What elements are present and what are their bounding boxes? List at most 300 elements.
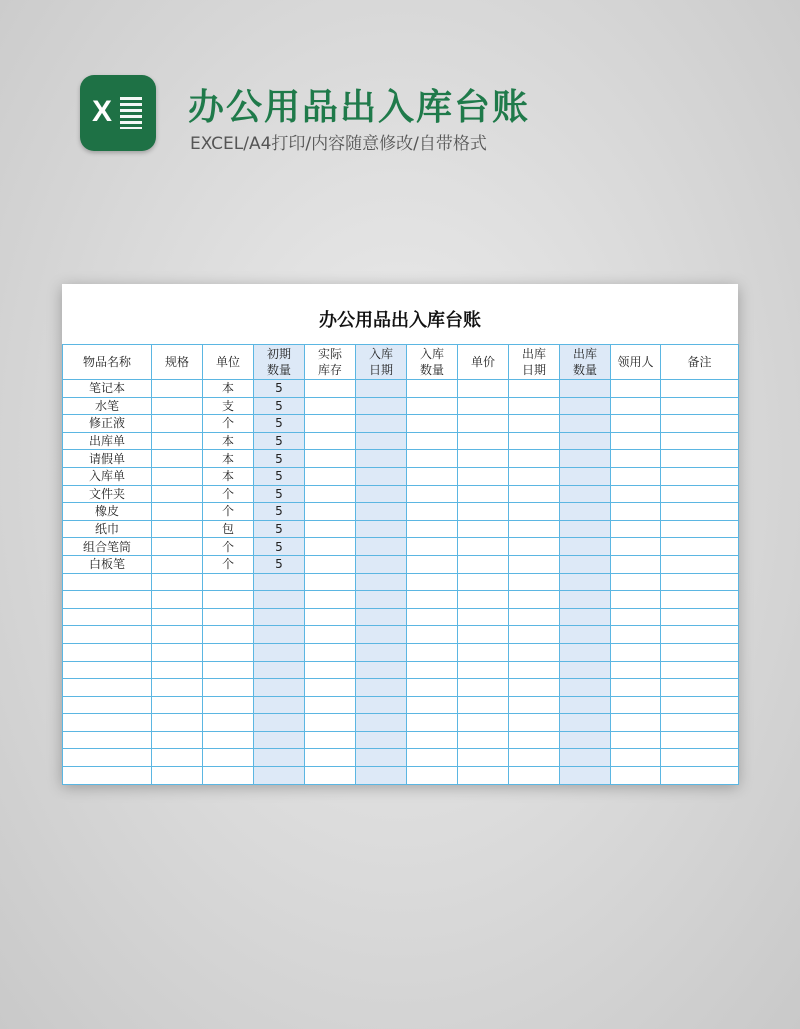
table-cell[interactable]: 5 bbox=[254, 520, 305, 538]
table-cell[interactable] bbox=[152, 661, 203, 679]
table-cell[interactable] bbox=[203, 679, 254, 697]
table-cell[interactable] bbox=[152, 467, 203, 485]
table-cell[interactable] bbox=[152, 432, 203, 450]
table-cell[interactable] bbox=[611, 503, 661, 521]
table-row bbox=[63, 573, 739, 591]
table-cell[interactable] bbox=[560, 608, 611, 626]
table-cell[interactable] bbox=[254, 608, 305, 626]
table-cell[interactable] bbox=[560, 573, 611, 591]
table-cell[interactable] bbox=[152, 520, 203, 538]
table-cell[interactable]: 纸巾 bbox=[63, 520, 152, 538]
table-cell[interactable] bbox=[63, 714, 152, 732]
table-cell[interactable] bbox=[509, 503, 560, 521]
table-cell[interactable]: 5 bbox=[254, 467, 305, 485]
table-cell[interactable] bbox=[356, 397, 407, 415]
table-cell[interactable] bbox=[458, 520, 509, 538]
table-cell[interactable] bbox=[63, 696, 152, 714]
table-cell[interactable]: 个 bbox=[203, 503, 254, 521]
table-cell[interactable] bbox=[305, 467, 356, 485]
table-cell[interactable] bbox=[661, 591, 739, 609]
table-cell[interactable] bbox=[509, 591, 560, 609]
table-cell[interactable] bbox=[611, 626, 661, 644]
table-cell[interactable] bbox=[611, 415, 661, 433]
table-cell[interactable] bbox=[509, 380, 560, 398]
table-cell[interactable] bbox=[254, 591, 305, 609]
table-cell[interactable] bbox=[63, 591, 152, 609]
table-cell[interactable] bbox=[509, 573, 560, 591]
table-row bbox=[63, 679, 739, 697]
table-cell[interactable] bbox=[611, 485, 661, 503]
table-cell[interactable] bbox=[356, 520, 407, 538]
table-cell[interactable] bbox=[458, 661, 509, 679]
table-cell[interactable] bbox=[152, 397, 203, 415]
table-cell[interactable] bbox=[63, 573, 152, 591]
table-cell[interactable] bbox=[63, 643, 152, 661]
table-cell[interactable] bbox=[458, 503, 509, 521]
table-cell[interactable] bbox=[661, 679, 739, 697]
page-header bbox=[80, 75, 780, 165]
table-cell[interactable]: 5 bbox=[254, 450, 305, 468]
table-cell[interactable] bbox=[560, 643, 611, 661]
table-cell[interactable] bbox=[356, 538, 407, 556]
table-cell[interactable]: 本 bbox=[203, 450, 254, 468]
table-cell[interactable] bbox=[356, 731, 407, 749]
table-cell[interactable] bbox=[203, 731, 254, 749]
table-cell[interactable] bbox=[356, 767, 407, 785]
table-cell[interactable] bbox=[458, 380, 509, 398]
table-cell[interactable] bbox=[356, 573, 407, 591]
table-cell[interactable] bbox=[611, 538, 661, 556]
table-cell[interactable] bbox=[611, 467, 661, 485]
table-row bbox=[63, 485, 739, 503]
table-cell[interactable] bbox=[458, 450, 509, 468]
table-row bbox=[63, 467, 739, 485]
table-cell[interactable] bbox=[661, 608, 739, 626]
table-cell[interactable] bbox=[152, 679, 203, 697]
table-cell[interactable] bbox=[356, 485, 407, 503]
table-cell[interactable] bbox=[152, 415, 203, 433]
table-cell[interactable] bbox=[458, 731, 509, 749]
table-cell[interactable] bbox=[407, 731, 458, 749]
table-cell[interactable] bbox=[560, 591, 611, 609]
table-cell[interactable] bbox=[356, 696, 407, 714]
table-cell[interactable] bbox=[509, 626, 560, 644]
table-cell[interactable] bbox=[356, 608, 407, 626]
table-cell[interactable] bbox=[509, 538, 560, 556]
table-cell[interactable]: 支 bbox=[203, 397, 254, 415]
table-cell[interactable] bbox=[63, 661, 152, 679]
table-cell[interactable] bbox=[560, 397, 611, 415]
table-cell[interactable] bbox=[611, 696, 661, 714]
table-cell[interactable] bbox=[661, 467, 739, 485]
table-cell[interactable] bbox=[458, 467, 509, 485]
table-cell[interactable]: 5 bbox=[254, 397, 305, 415]
table-cell[interactable] bbox=[356, 467, 407, 485]
table-row bbox=[63, 714, 739, 732]
column-header-line2: 库存 bbox=[317, 363, 342, 377]
table-cell[interactable] bbox=[203, 696, 254, 714]
table-cell[interactable] bbox=[407, 679, 458, 697]
table-cell[interactable] bbox=[509, 485, 560, 503]
table-cell[interactable] bbox=[661, 450, 739, 468]
table-cell[interactable]: 入库单 bbox=[63, 467, 152, 485]
column-header-line1: 单价 bbox=[470, 355, 495, 369]
table-cell[interactable]: 请假单 bbox=[63, 450, 152, 468]
table-cell[interactable] bbox=[661, 538, 739, 556]
table-cell[interactable] bbox=[509, 608, 560, 626]
table-cell[interactable] bbox=[458, 485, 509, 503]
table-cell[interactable] bbox=[203, 714, 254, 732]
table-cell[interactable] bbox=[305, 538, 356, 556]
table-cell[interactable] bbox=[407, 626, 458, 644]
table-header-row bbox=[63, 345, 739, 380]
table-cell[interactable] bbox=[152, 731, 203, 749]
table-cell[interactable] bbox=[560, 626, 611, 644]
column-header bbox=[254, 345, 305, 380]
page-subtitle: EXCEL/A4打印/内容随意修改/自带格式 bbox=[190, 134, 487, 154]
column-header-line1: 出库 bbox=[521, 347, 546, 361]
table-cell[interactable] bbox=[611, 643, 661, 661]
table-cell[interactable] bbox=[356, 661, 407, 679]
table-cell[interactable] bbox=[407, 485, 458, 503]
table-cell[interactable] bbox=[152, 503, 203, 521]
table-cell[interactable] bbox=[63, 749, 152, 767]
table-cell[interactable] bbox=[305, 696, 356, 714]
table-cell[interactable]: 笔记本 bbox=[63, 380, 152, 398]
table-cell[interactable] bbox=[356, 626, 407, 644]
sheet-title: 办公用品出入库台账 bbox=[319, 310, 481, 331]
table-cell[interactable] bbox=[661, 643, 739, 661]
table-cell[interactable] bbox=[152, 555, 203, 573]
table-cell[interactable] bbox=[356, 503, 407, 521]
table-cell[interactable]: 本 bbox=[203, 432, 254, 450]
table-cell[interactable] bbox=[305, 520, 356, 538]
table-cell[interactable] bbox=[203, 626, 254, 644]
table-cell[interactable] bbox=[509, 679, 560, 697]
table-cell[interactable] bbox=[458, 626, 509, 644]
table-cell[interactable] bbox=[560, 749, 611, 767]
column-header-line1: 备注 bbox=[687, 355, 712, 369]
table-cell[interactable] bbox=[305, 679, 356, 697]
table-cell[interactable] bbox=[509, 415, 560, 433]
table-cell[interactable] bbox=[356, 591, 407, 609]
table-cell[interactable] bbox=[509, 450, 560, 468]
table-cell[interactable] bbox=[560, 380, 611, 398]
table-cell[interactable] bbox=[611, 450, 661, 468]
table-cell[interactable] bbox=[407, 380, 458, 398]
table-cell[interactable] bbox=[560, 415, 611, 433]
table-cell[interactable] bbox=[305, 503, 356, 521]
table-cell[interactable] bbox=[63, 626, 152, 644]
table-cell[interactable] bbox=[407, 415, 458, 433]
table-cell[interactable]: 个 bbox=[203, 555, 254, 573]
table-cell[interactable] bbox=[305, 573, 356, 591]
table-cell[interactable]: 5 bbox=[254, 503, 305, 521]
table-cell[interactable] bbox=[509, 432, 560, 450]
table-cell[interactable] bbox=[152, 696, 203, 714]
table-cell[interactable] bbox=[356, 714, 407, 732]
table-cell[interactable] bbox=[661, 626, 739, 644]
table-cell[interactable] bbox=[661, 503, 739, 521]
table-cell[interactable] bbox=[407, 520, 458, 538]
spreadsheet-preview bbox=[62, 284, 738, 784]
table-cell[interactable]: 5 bbox=[254, 380, 305, 398]
table-cell[interactable] bbox=[509, 767, 560, 785]
table-cell[interactable] bbox=[661, 432, 739, 450]
table-cell[interactable] bbox=[661, 555, 739, 573]
table-cell[interactable] bbox=[661, 749, 739, 767]
table-cell[interactable] bbox=[611, 380, 661, 398]
table-cell[interactable] bbox=[305, 415, 356, 433]
table-cell[interactable] bbox=[407, 696, 458, 714]
table-cell[interactable] bbox=[458, 714, 509, 732]
table-cell[interactable] bbox=[152, 485, 203, 503]
table-cell[interactable] bbox=[509, 397, 560, 415]
table-cell[interactable] bbox=[254, 731, 305, 749]
table-cell[interactable] bbox=[305, 397, 356, 415]
table-cell[interactable] bbox=[560, 485, 611, 503]
column-header-line2: 日期 bbox=[521, 363, 546, 377]
table-cell[interactable] bbox=[611, 767, 661, 785]
table-cell[interactable] bbox=[509, 555, 560, 573]
table-cell[interactable] bbox=[356, 555, 407, 573]
table-cell[interactable]: 5 bbox=[254, 432, 305, 450]
table-cell[interactable]: 个 bbox=[203, 538, 254, 556]
table-cell[interactable] bbox=[356, 679, 407, 697]
table-cell[interactable] bbox=[458, 696, 509, 714]
table-cell[interactable] bbox=[407, 608, 458, 626]
table-cell[interactable] bbox=[356, 643, 407, 661]
table-cell[interactable] bbox=[509, 520, 560, 538]
table-cell[interactable]: 个 bbox=[203, 415, 254, 433]
table-row bbox=[63, 415, 739, 433]
table-cell[interactable] bbox=[356, 380, 407, 398]
table-cell[interactable] bbox=[509, 714, 560, 732]
table-cell[interactable] bbox=[152, 573, 203, 591]
table-cell[interactable] bbox=[560, 520, 611, 538]
table-cell[interactable] bbox=[305, 485, 356, 503]
table-cell[interactable] bbox=[407, 591, 458, 609]
table-cell[interactable] bbox=[611, 432, 661, 450]
table-cell[interactable] bbox=[152, 749, 203, 767]
table-cell[interactable] bbox=[203, 661, 254, 679]
table-cell[interactable] bbox=[661, 714, 739, 732]
table-cell[interactable] bbox=[458, 767, 509, 785]
table-cell[interactable]: 5 bbox=[254, 555, 305, 573]
table-cell[interactable] bbox=[458, 749, 509, 767]
table-cell[interactable] bbox=[458, 538, 509, 556]
table-cell[interactable] bbox=[152, 626, 203, 644]
table-cell[interactable] bbox=[509, 749, 560, 767]
table-cell[interactable] bbox=[305, 714, 356, 732]
table-cell[interactable] bbox=[63, 767, 152, 785]
table-cell[interactable] bbox=[661, 520, 739, 538]
table-cell[interactable] bbox=[560, 503, 611, 521]
table-cell[interactable] bbox=[63, 679, 152, 697]
table-cell[interactable] bbox=[305, 626, 356, 644]
table-cell[interactable] bbox=[611, 591, 661, 609]
table-cell[interactable] bbox=[152, 538, 203, 556]
table-cell[interactable]: 个 bbox=[203, 485, 254, 503]
column-header-line1: 入库 bbox=[368, 347, 393, 361]
table-cell[interactable] bbox=[560, 661, 611, 679]
table-cell[interactable] bbox=[305, 591, 356, 609]
column-header-line2: 数量 bbox=[572, 363, 597, 377]
table-cell[interactable]: 出库单 bbox=[63, 432, 152, 450]
table-cell[interactable] bbox=[203, 767, 254, 785]
table-cell[interactable]: 文件夹 bbox=[63, 485, 152, 503]
table-cell[interactable] bbox=[152, 767, 203, 785]
table-cell[interactable]: 组合笔筒 bbox=[63, 538, 152, 556]
table-cell[interactable] bbox=[560, 679, 611, 697]
table-cell[interactable] bbox=[661, 731, 739, 749]
table-cell[interactable] bbox=[560, 555, 611, 573]
table-cell[interactable] bbox=[305, 608, 356, 626]
table-cell[interactable] bbox=[152, 380, 203, 398]
table-cell[interactable] bbox=[407, 714, 458, 732]
table-cell[interactable] bbox=[611, 714, 661, 732]
table-cell[interactable]: 水笔 bbox=[63, 397, 152, 415]
table-cell[interactable] bbox=[63, 731, 152, 749]
table-cell[interactable] bbox=[458, 591, 509, 609]
table-cell[interactable] bbox=[152, 714, 203, 732]
table-cell[interactable] bbox=[356, 450, 407, 468]
table-cell[interactable]: 5 bbox=[254, 538, 305, 556]
table-cell[interactable] bbox=[611, 679, 661, 697]
table-cell[interactable] bbox=[407, 397, 458, 415]
table-cell[interactable] bbox=[560, 696, 611, 714]
table-cell[interactable] bbox=[305, 749, 356, 767]
table-cell[interactable] bbox=[560, 432, 611, 450]
table-cell[interactable] bbox=[560, 467, 611, 485]
table-cell[interactable] bbox=[560, 767, 611, 785]
table-cell[interactable] bbox=[661, 380, 739, 398]
table-cell[interactable] bbox=[661, 573, 739, 591]
table-cell[interactable] bbox=[254, 626, 305, 644]
table-cell[interactable] bbox=[152, 450, 203, 468]
table-cell[interactable]: 5 bbox=[254, 415, 305, 433]
table-cell[interactable] bbox=[254, 643, 305, 661]
table-cell[interactable] bbox=[305, 643, 356, 661]
table-cell[interactable] bbox=[458, 555, 509, 573]
table-cell[interactable] bbox=[611, 608, 661, 626]
table-cell[interactable] bbox=[356, 415, 407, 433]
column-header-line1: 初期 bbox=[266, 347, 291, 361]
table-cell[interactable] bbox=[305, 767, 356, 785]
table-cell[interactable]: 本 bbox=[203, 380, 254, 398]
table-cell[interactable] bbox=[407, 555, 458, 573]
table-cell[interactable] bbox=[611, 731, 661, 749]
table-cell[interactable] bbox=[254, 696, 305, 714]
table-cell[interactable] bbox=[407, 450, 458, 468]
table-cell[interactable] bbox=[407, 538, 458, 556]
table-cell[interactable] bbox=[458, 679, 509, 697]
table-cell[interactable] bbox=[254, 661, 305, 679]
excel-grid-icon bbox=[120, 97, 142, 129]
table-cell[interactable] bbox=[356, 749, 407, 767]
table-cell[interactable] bbox=[407, 467, 458, 485]
table-cell[interactable]: 白板笔 bbox=[63, 555, 152, 573]
table-cell[interactable] bbox=[661, 767, 739, 785]
table-cell[interactable] bbox=[254, 714, 305, 732]
table-cell[interactable] bbox=[509, 467, 560, 485]
table-cell[interactable] bbox=[152, 591, 203, 609]
table-cell[interactable] bbox=[458, 643, 509, 661]
table-cell[interactable] bbox=[458, 397, 509, 415]
table-cell[interactable] bbox=[661, 661, 739, 679]
table-cell[interactable] bbox=[407, 661, 458, 679]
table-cell[interactable] bbox=[254, 573, 305, 591]
table-cell[interactable] bbox=[305, 450, 356, 468]
table-cell[interactable] bbox=[611, 661, 661, 679]
table-cell[interactable] bbox=[152, 643, 203, 661]
table-cell[interactable] bbox=[305, 380, 356, 398]
table-cell[interactable]: 包 bbox=[203, 520, 254, 538]
table-cell[interactable] bbox=[407, 749, 458, 767]
table-cell[interactable] bbox=[611, 749, 661, 767]
table-cell[interactable] bbox=[203, 643, 254, 661]
table-cell[interactable] bbox=[407, 767, 458, 785]
table-cell[interactable] bbox=[611, 397, 661, 415]
table-cell[interactable] bbox=[560, 731, 611, 749]
table-cell[interactable] bbox=[509, 731, 560, 749]
table-cell[interactable] bbox=[560, 450, 611, 468]
table-cell[interactable] bbox=[458, 415, 509, 433]
table-cell[interactable] bbox=[509, 661, 560, 679]
table-cell[interactable] bbox=[407, 643, 458, 661]
table-cell[interactable] bbox=[509, 696, 560, 714]
table-cell[interactable] bbox=[305, 731, 356, 749]
table-cell[interactable]: 本 bbox=[203, 467, 254, 485]
table-cell[interactable] bbox=[611, 520, 661, 538]
table-cell[interactable] bbox=[661, 485, 739, 503]
table-cell[interactable] bbox=[661, 397, 739, 415]
table-cell[interactable] bbox=[305, 432, 356, 450]
table-cell[interactable] bbox=[611, 573, 661, 591]
table-cell[interactable] bbox=[203, 591, 254, 609]
table-cell[interactable]: 橡皮 bbox=[63, 503, 152, 521]
table-cell[interactable] bbox=[560, 714, 611, 732]
table-cell[interactable] bbox=[254, 767, 305, 785]
table-cell[interactable] bbox=[305, 661, 356, 679]
table-cell[interactable] bbox=[203, 608, 254, 626]
table-cell[interactable] bbox=[203, 749, 254, 767]
table-cell[interactable] bbox=[356, 432, 407, 450]
table-cell[interactable] bbox=[509, 643, 560, 661]
table-row bbox=[63, 397, 739, 415]
table-row bbox=[63, 626, 739, 644]
table-cell[interactable] bbox=[407, 503, 458, 521]
table-cell[interactable] bbox=[254, 749, 305, 767]
table-cell[interactable] bbox=[661, 415, 739, 433]
table-cell[interactable] bbox=[560, 538, 611, 556]
table-cell[interactable] bbox=[458, 608, 509, 626]
table-cell[interactable] bbox=[611, 555, 661, 573]
table-cell[interactable] bbox=[661, 696, 739, 714]
table-cell[interactable] bbox=[152, 608, 203, 626]
table-cell[interactable] bbox=[254, 679, 305, 697]
table-cell[interactable] bbox=[458, 432, 509, 450]
table-cell[interactable] bbox=[407, 573, 458, 591]
table-cell[interactable]: 5 bbox=[254, 485, 305, 503]
table-cell[interactable] bbox=[203, 573, 254, 591]
table-cell[interactable] bbox=[63, 608, 152, 626]
excel-icon-letter: X bbox=[92, 95, 113, 128]
table-cell[interactable]: 修正液 bbox=[63, 415, 152, 433]
table-cell[interactable] bbox=[407, 432, 458, 450]
table-cell[interactable] bbox=[458, 573, 509, 591]
table-cell[interactable] bbox=[305, 555, 356, 573]
